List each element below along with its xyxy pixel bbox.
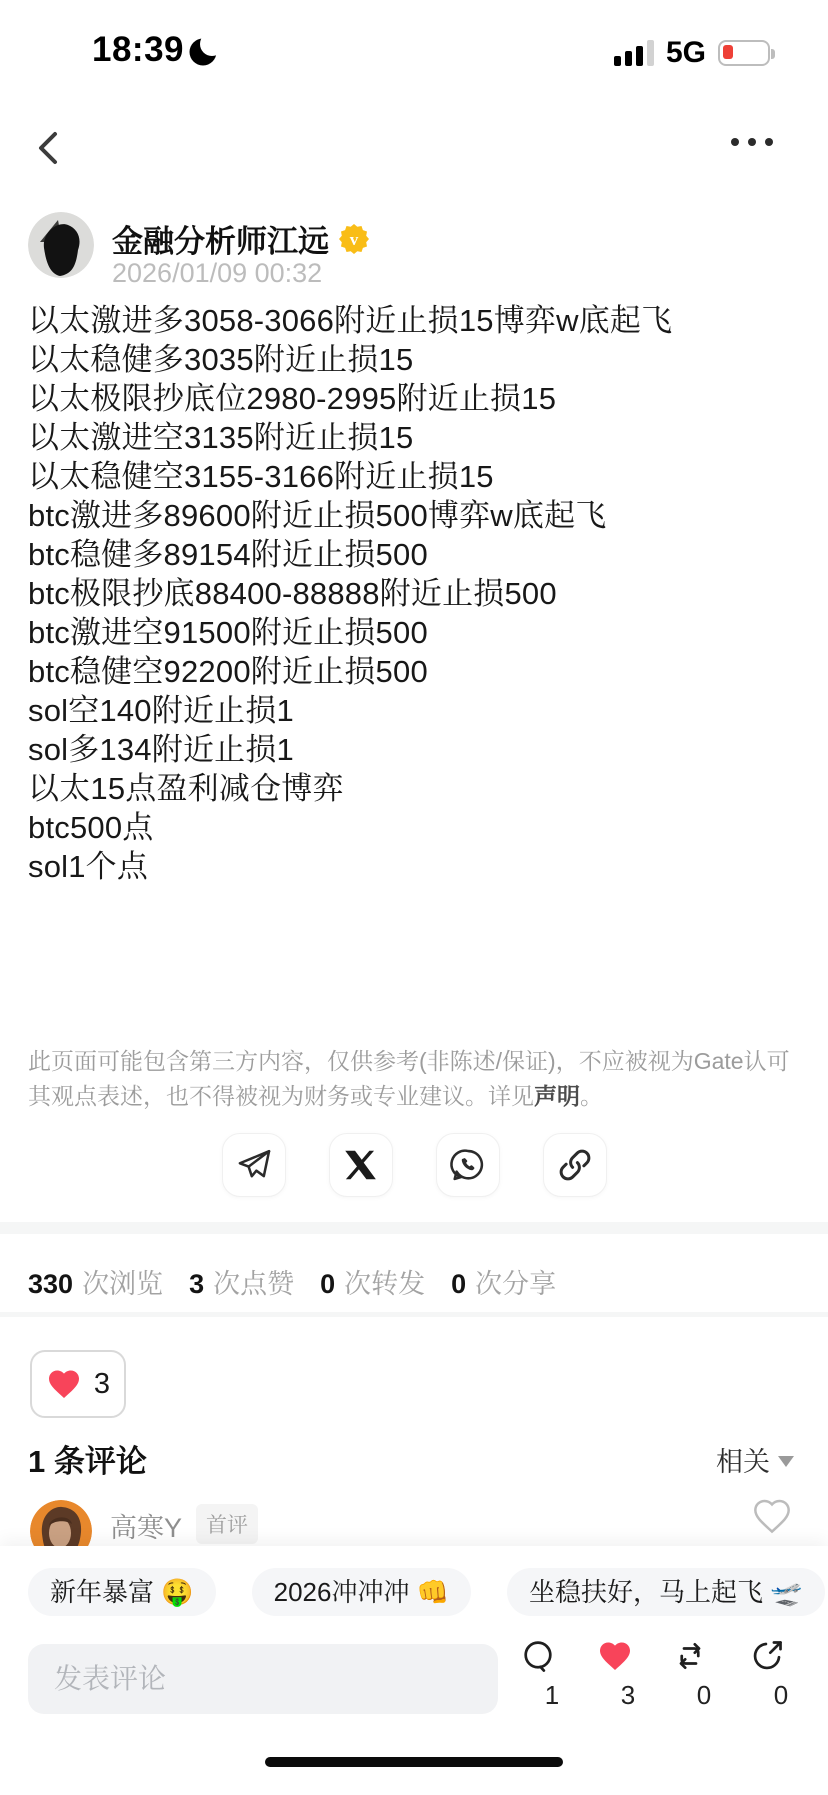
share-telegram-button[interactable] [222,1133,286,1197]
post-timestamp: 2026/01/09 00:32 [112,258,323,288]
chevron-down-icon [778,1456,794,1467]
stat-value: 330 [28,1269,74,1299]
comment-input[interactable] [28,1644,498,1714]
moon-icon [188,34,222,68]
post-line: sol多134附近止损1 [28,732,294,767]
section-divider [0,1222,828,1234]
repost-icon [672,1638,736,1674]
clock: 18:39 [92,30,185,69]
verified-badge-icon [339,224,369,254]
comment-like-button[interactable] [752,1496,792,1536]
quick-reply-chips [28,1568,828,1616]
battery-icon [718,40,770,66]
stat-item [451,1262,556,1301]
status-bar [0,28,828,78]
post-line: sol空140附近止损1 [28,693,294,728]
stat-value: 0 [451,1269,467,1299]
comment-bubble-icon [520,1638,584,1674]
post-line: btc激进多89600附近止损500博弈w底起飞 [28,498,607,533]
comment-author-name[interactable]: 高寒Y [110,1513,183,1543]
heart-icon [46,1366,82,1402]
svg-text:v: v [349,229,359,249]
disclaimer [28,1044,803,1114]
post-line: 以太极限抄底位2980-2995附近止损15 [28,381,557,416]
quick-reply-chip[interactable]: 新年暴富 🤑 [28,1568,216,1616]
signal-icon [614,40,654,66]
heart-icon [596,1638,660,1674]
stat-label: 次分享 [475,1269,557,1299]
like-reaction-pill[interactable] [30,1350,126,1418]
stat-value: 0 [320,1269,336,1299]
comments-sort-dropdown[interactable] [716,1440,794,1479]
stat-value: 3 [189,1269,205,1299]
first-comment-badge: 首评 [196,1504,258,1544]
author-name-text: 金融分析师江远 [112,224,329,259]
share-x-button[interactable] [329,1133,393,1197]
post-line: btc稳健空92200附近止损500 [28,654,428,689]
post-line: 以太稳健多3035附近止损15 [28,342,414,377]
section-divider [0,1312,828,1317]
repost-count: 0 [696,1680,712,1710]
link-icon [556,1146,594,1184]
stat-label: 次点赞 [213,1269,295,1299]
disclaimer-statement-link[interactable]: 声明 [534,1083,580,1109]
nav-bar [0,122,828,174]
share-icon [749,1638,813,1674]
telegram-icon [235,1146,273,1184]
more-options-button[interactable] [731,138,773,146]
stats-row [28,1262,556,1301]
stat-label: 次转发 [344,1269,426,1299]
like-pill-count: 3 [93,1367,111,1400]
post-line: btc500点 [28,810,154,845]
share-copy-link-button[interactable] [543,1133,607,1197]
share-whatsapp-button[interactable] [436,1133,500,1197]
repost-action-button[interactable] [672,1638,736,1711]
home-indicator[interactable] [265,1757,563,1767]
post-line: 以太稳健空3155-3166附近止损15 [28,459,494,494]
whatsapp-icon [449,1146,487,1184]
post-line: sol1个点 [28,849,149,884]
like-action-button[interactable] [596,1638,660,1711]
comment-action-button[interactable] [520,1638,584,1711]
author-name[interactable] [112,216,369,261]
quick-reply-chip[interactable]: 2026冲冲冲 👊 [252,1568,471,1616]
stat-item [189,1262,294,1301]
comment-input-placeholder: 发表评论 [54,1663,167,1694]
post-line: 以太15点盈利减仓博弈 [28,771,344,806]
sort-label: 相关 [716,1447,770,1477]
x-twitter-icon [343,1147,379,1183]
stat-item [320,1262,425,1301]
bottom-bar [0,1546,828,1795]
share-count: 0 [773,1680,789,1710]
quick-reply-chip[interactable]: 坐稳扶好，马上起飞 🛫 [507,1568,825,1616]
post-line: btc极限抄底88400-88888附近止损500 [28,576,557,611]
comments-count-heading: 1 条评论 [28,1444,147,1479]
network-type: 5G [665,36,706,69]
post-line: btc稳健多89154附近止损500 [28,537,428,572]
post-body [28,301,804,886]
post-line: 以太激进空3135附近止损15 [28,420,414,455]
stat-label: 次浏览 [82,1269,164,1299]
comment-count: 1 [544,1680,560,1710]
like-count: 3 [620,1680,636,1710]
post-line: btc激进空91500附近止损500 [28,615,428,650]
share-row [0,1133,828,1197]
author-avatar[interactable] [28,212,94,278]
back-button[interactable] [28,126,72,170]
stat-item [28,1262,163,1301]
share-action-button[interactable] [749,1638,813,1711]
disclaimer-text: 此页面可能包含第三方内容，仅供参考(非陈述/保证)，不应被视为Gate认可其观点表述，也不得被视为财务或专业建议。详见 [28,1048,790,1109]
disclaimer-suffix: 。 [580,1083,603,1109]
post-line: 以太激进多3058-3066附近止损15博弈w底起飞 [28,303,673,338]
